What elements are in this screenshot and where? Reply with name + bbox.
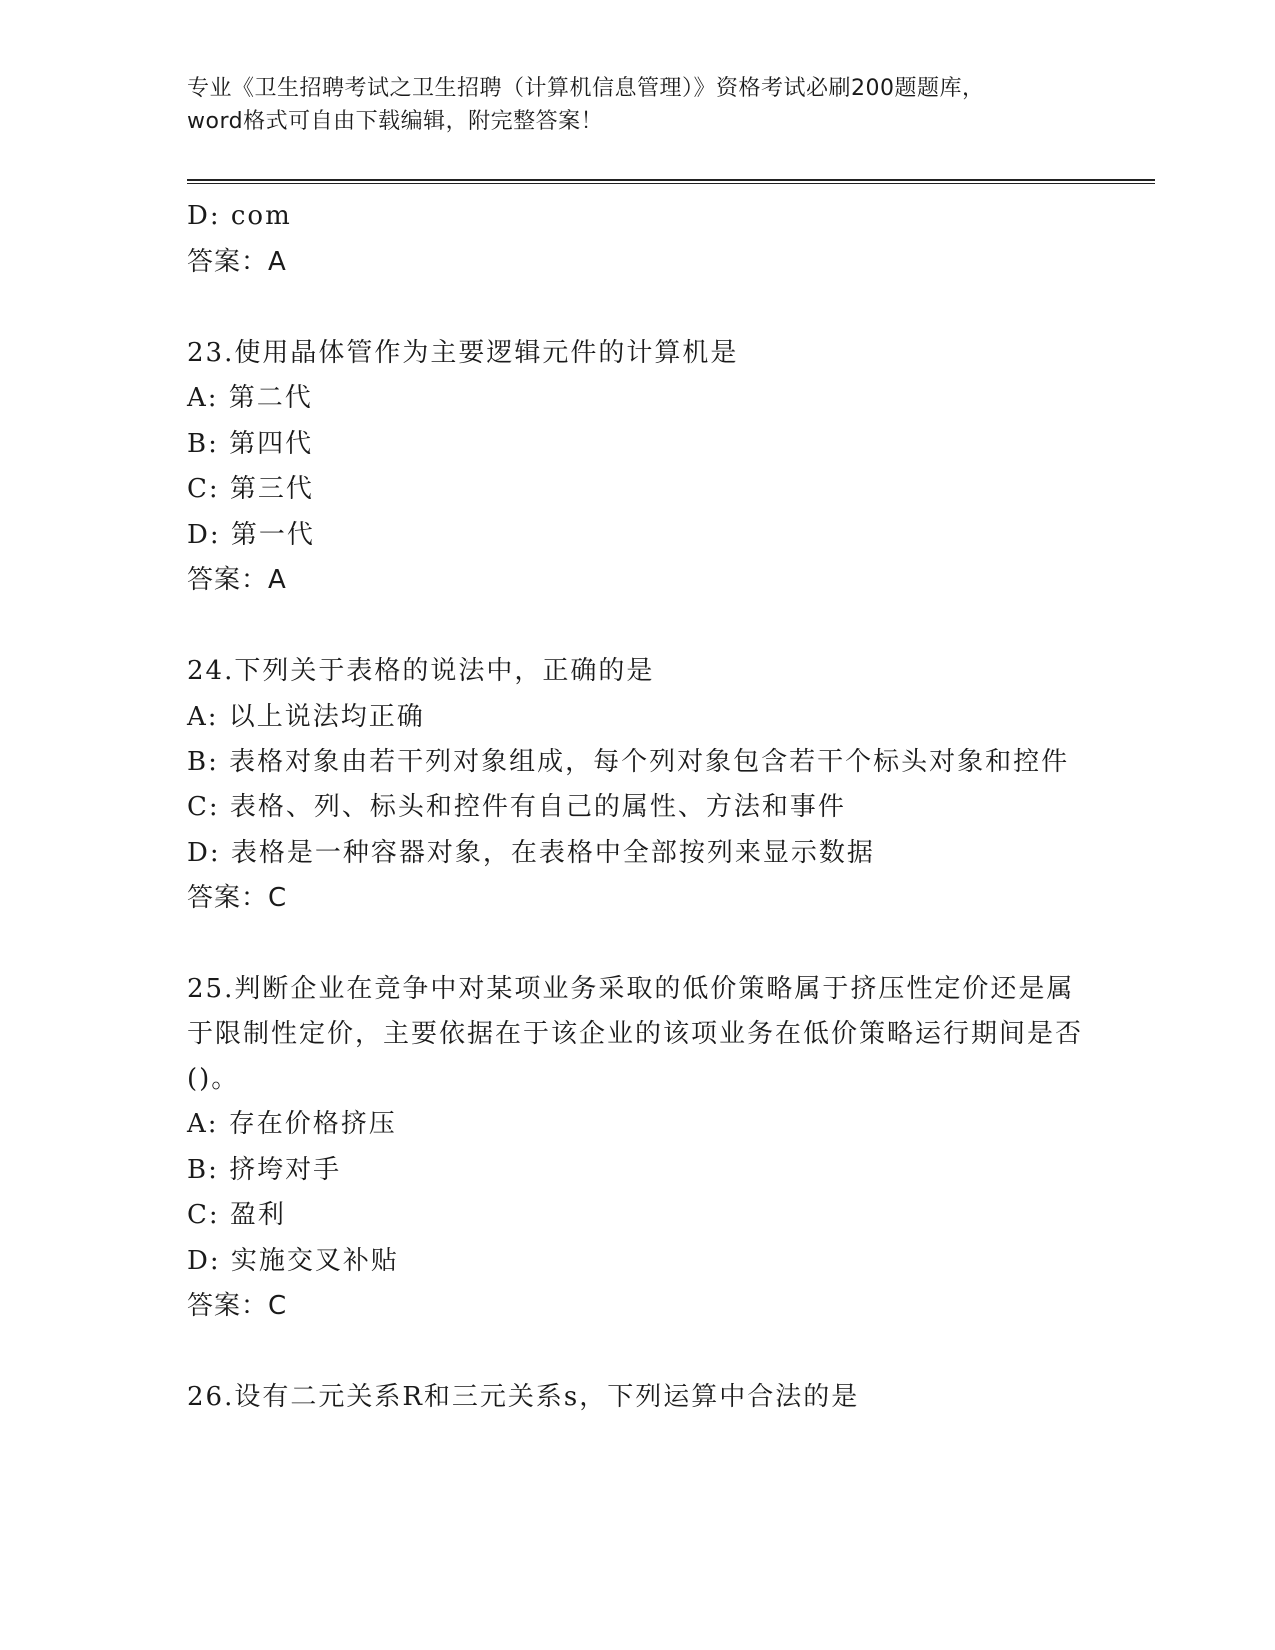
question-stem: 25.判断企业在竞争中对某项业务采取的低价策略属于挤压性定价还是属于限制性定价，主要依据在于该企业的该项业务在低价策略运行期间是否()。 [187, 974, 1084, 1094]
option-d: D: 表格是一种容器对象，在表格中全部按列来显示数据 [187, 837, 875, 868]
option-b: B: 第四代 [187, 428, 314, 459]
answer-label: 答案：C [187, 1291, 288, 1321]
question-block-26 [187, 1375, 1087, 1421]
option-a: A: 以上说法均正确 [187, 701, 425, 732]
page-header [187, 72, 1087, 138]
question-block-22 [187, 194, 1087, 285]
question-stem: 26.设有二元关系R和三元关系s，下列运算中合法的是 [187, 1382, 860, 1412]
option-c: C: 表格、列、标头和控件有自己的属性、方法和事件 [187, 792, 846, 822]
answer-label: 答案：C [187, 883, 288, 913]
question-stem: 24.下列关于表格的说法中，正确的是 [187, 656, 655, 686]
header-line-1: 专业《卫生招聘考试之卫生招聘（计算机信息管理）》资格考试必刷200题题库， [187, 76, 985, 101]
header-rule-thick [187, 179, 1155, 181]
header-line-2: word格式可自由下载编辑，附完整答案！ [187, 109, 604, 134]
option-a: A: 存在价格挤压 [187, 1109, 397, 1139]
option-d: D: 第一代 [187, 519, 315, 550]
answer-label: 答案：A [187, 565, 287, 595]
answer-label: 答案：A [187, 246, 287, 277]
option-d: D: com [187, 201, 292, 231]
question-block-25 [187, 967, 1087, 1329]
option-c: C: 第三代 [187, 474, 314, 504]
option-c: C: 盈利 [187, 1200, 286, 1230]
option-d: D: 实施交叉补贴 [187, 1245, 399, 1276]
question-block-23 [187, 331, 1087, 604]
option-b: B: 表格对象由若干列对象组成，每个列对象包含若干个标头对象和控件 [187, 747, 1070, 777]
header-rule-thin [187, 183, 1155, 184]
option-b: B: 挤垮对手 [187, 1154, 342, 1185]
option-a: A: 第二代 [187, 383, 313, 413]
question-list [187, 194, 1087, 1421]
question-stem: 23.使用晶体管作为主要逻辑元件的计算机是 [187, 337, 739, 368]
question-block-24 [187, 649, 1087, 921]
